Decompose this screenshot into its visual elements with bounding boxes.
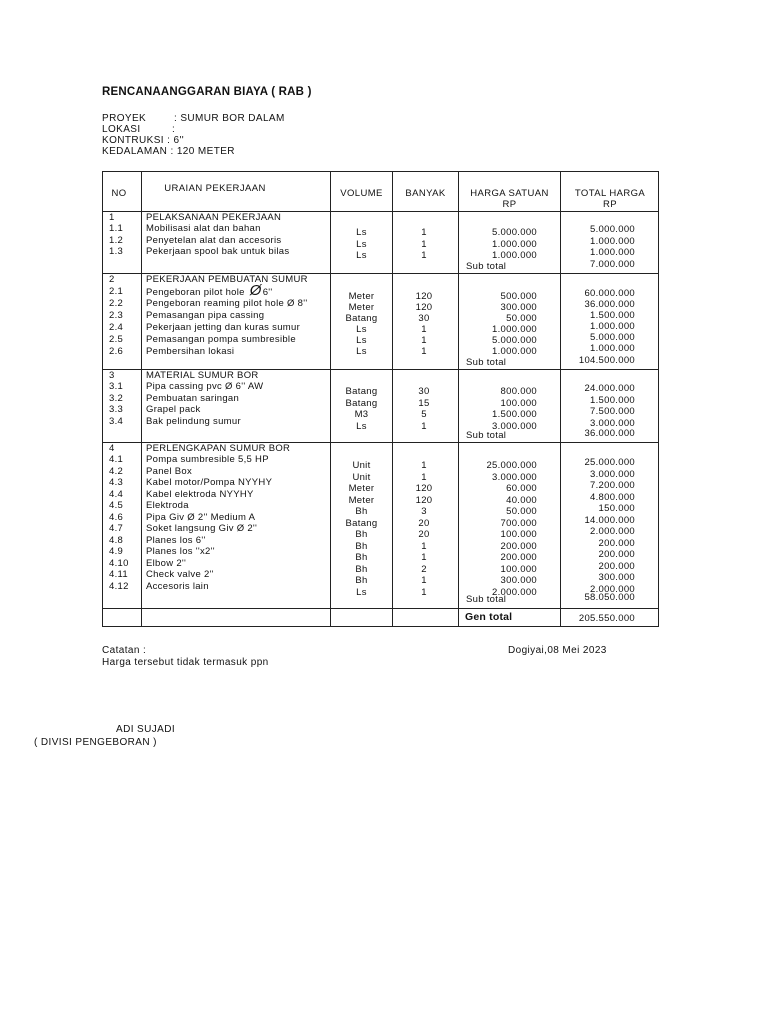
- item-quantity: 1: [421, 471, 427, 483]
- item-unit-price: 1.000.000: [492, 238, 537, 250]
- item-quantity: 1: [421, 460, 427, 471]
- item-quantity: 1: [421, 540, 427, 552]
- item-number: 2.1: [109, 286, 124, 297]
- project-info-value: :: [172, 124, 176, 135]
- item-number: 4.4: [109, 488, 124, 500]
- col-divider-no: [141, 171, 142, 627]
- item-volume: Ls: [356, 420, 367, 432]
- project-info-key: PROYEK: [102, 113, 147, 124]
- item-number: 4.2: [109, 465, 124, 477]
- item-unit-price: 2.000.000: [492, 586, 537, 598]
- item-quantity: 120: [415, 483, 433, 494]
- item-volume: Batang: [345, 397, 378, 409]
- item-description: Pompa sumbresible 5,5 HP: [146, 454, 269, 465]
- item-total-price: 3.000.000: [590, 417, 635, 429]
- item-total-price: 36.000.000: [584, 299, 635, 310]
- item-volume: Meter: [348, 494, 375, 506]
- item-number: 1.2: [109, 234, 124, 246]
- item-volume: Ls: [356, 586, 367, 598]
- col-header-no: NO: [111, 188, 127, 199]
- section-number: 4: [109, 443, 115, 454]
- item-quantity: 1: [421, 250, 427, 261]
- item-unit-price: 3.000.000: [492, 471, 537, 483]
- project-info-key: LOKASI: [102, 124, 141, 135]
- item-total-price: 1.000.000: [590, 321, 635, 332]
- project-info-row: [102, 113, 285, 124]
- item-quantity: 1: [421, 238, 427, 250]
- item-number: 3.3: [109, 404, 124, 415]
- item-volume: Batang: [345, 386, 378, 397]
- item-description: Check valve 2'': [146, 569, 214, 580]
- item-volume: Ls: [356, 335, 367, 346]
- project-info-row: [102, 146, 235, 157]
- item-number: 4.11: [109, 569, 128, 580]
- item-description: Elbow 2'': [146, 557, 187, 569]
- section-title: PERLENGKAPAN SUMUR BOR: [146, 443, 291, 454]
- item-total-price: 14.000.000: [584, 514, 635, 526]
- item-quantity: 1: [421, 335, 427, 346]
- item-unit-price: 1.500.000: [492, 409, 537, 420]
- item-unit-price: 50.000: [506, 506, 537, 517]
- item-description: Pemasangan pompa sumbresible: [146, 334, 296, 345]
- item-volume: Batang: [345, 313, 378, 324]
- item-total-price: 7.500.000: [590, 406, 635, 417]
- item-unit-price: 200.000: [500, 540, 537, 552]
- item-unit-price: 5.000.000: [492, 335, 537, 346]
- grand-total-box: [560, 608, 660, 627]
- item-number: 3.4: [109, 415, 124, 427]
- col-header-banyak: BANYAK: [405, 188, 446, 199]
- item-total-price: 1.000.000: [590, 235, 635, 247]
- item-total-price: 5.000.000: [590, 224, 635, 235]
- item-unit-price: 300.000: [500, 302, 537, 313]
- item-quantity: 1: [421, 552, 427, 563]
- item-description: Accesoris lain: [146, 580, 209, 592]
- item-number: 3.2: [109, 392, 124, 404]
- item-total-price: 300.000: [598, 572, 635, 583]
- item-unit-price: 1.000.000: [492, 250, 537, 261]
- item-total-price: 4.800.000: [590, 491, 635, 503]
- item-volume: Meter: [348, 302, 375, 313]
- item-description: Kabel elektroda NYYHY: [146, 488, 254, 500]
- item-total-price: 1.000.000: [590, 343, 635, 354]
- item-unit-price: 800.000: [500, 386, 537, 397]
- item-volume: Ls: [356, 250, 367, 261]
- item-unit-price: 100.000: [500, 397, 537, 409]
- item-volume: Bh: [355, 506, 368, 517]
- item-volume: Bh: [355, 540, 368, 552]
- item-quantity: 2: [421, 563, 427, 575]
- item-number: 4.10: [109, 557, 129, 569]
- item-volume: Unit: [352, 471, 371, 483]
- item-description: Panel Box: [146, 465, 193, 477]
- item-volume: Meter: [348, 483, 375, 494]
- item-number: 3.1: [109, 381, 124, 392]
- col-header-volume: VOLUME: [340, 188, 383, 199]
- item-number: 4.3: [109, 477, 124, 488]
- item-number: 4.7: [109, 523, 124, 534]
- item-unit-price: 500.000: [500, 291, 537, 302]
- item-unit-price: 300.000: [500, 575, 537, 586]
- section-title: PEKERJAAN PEMBUATAN SUMUR: [146, 274, 308, 285]
- item-volume: Bh: [355, 563, 368, 575]
- item-description: Pembuatan saringan: [146, 392, 240, 404]
- project-info-value: : 6'': [167, 135, 185, 146]
- item-unit-price: 25.000.000: [486, 460, 537, 471]
- item-total-price: 200.000: [598, 549, 635, 560]
- item-number: 4.8: [109, 534, 124, 546]
- subtotal-label: Sub total: [466, 594, 507, 605]
- section-number: 1: [109, 212, 115, 223]
- place-date: Dogiyai,08 Mei 2023: [508, 645, 607, 656]
- item-total-price: 2.000.000: [590, 526, 635, 537]
- project-info-key: KEDALAMAN: [102, 146, 168, 157]
- item-quantity: 5: [421, 409, 427, 420]
- item-quantity: 30: [418, 313, 430, 324]
- item-unit-price: 3.000.000: [492, 420, 537, 432]
- section-title: PELAKSANAAN PEKERJAAN: [146, 212, 282, 223]
- subtotal-label: Sub total: [466, 430, 507, 441]
- col-header-harga-satuan-unit: RP: [502, 199, 517, 210]
- section-title: MATERIAL SUMUR BOR: [146, 370, 259, 381]
- section-number: 2: [109, 274, 115, 285]
- item-quantity: 20: [418, 529, 430, 540]
- item-unit-price: 100.000: [500, 529, 537, 540]
- item-quantity: 1: [421, 227, 427, 238]
- item-number: 1.1: [109, 223, 124, 234]
- item-volume: Unit: [352, 460, 371, 471]
- item-unit-price: 60.000: [506, 483, 537, 494]
- item-unit-price: 50.000: [506, 313, 537, 324]
- item-total-price: 25.000.000: [584, 457, 635, 468]
- item-quantity: 1: [421, 420, 427, 432]
- col-header-total-harga: TOTAL HARGA: [574, 188, 646, 199]
- item-description: Grapel pack: [146, 404, 201, 415]
- item-unit-price: 40.000: [506, 494, 537, 506]
- item-number: 2.3: [109, 310, 124, 321]
- item-description: Mobilisasi alat dan bahan: [146, 223, 261, 234]
- item-total-price: 200.000: [598, 560, 635, 572]
- item-description: Pekerjaan spool bak untuk bilas: [146, 246, 290, 257]
- item-number: 4.5: [109, 500, 124, 511]
- signer-name: ADI SUJADI: [116, 724, 176, 735]
- item-description: Pipa cassing pvc Ø 6'' AW: [146, 381, 264, 392]
- item-description: Kabel motor/Pompa NYYHY: [146, 477, 273, 488]
- item-quantity: 120: [415, 302, 433, 313]
- item-total-price: 2.000.000: [590, 583, 635, 595]
- item-total-price: 200.000: [598, 537, 635, 549]
- col-header-uraian: URAIAN PEKERJAAN: [164, 183, 266, 194]
- item-description: Pekerjaan jetting dan kuras sumur: [146, 322, 301, 333]
- project-info-key: KONTRUKSI: [102, 135, 164, 146]
- section-number: 3: [109, 370, 115, 381]
- item-volume: Batang: [345, 517, 378, 529]
- item-quantity: 1: [421, 586, 427, 598]
- item-quantity: 15: [418, 397, 430, 409]
- item-unit-price: 100.000: [500, 563, 537, 575]
- grand-total-label: Gen total: [465, 611, 513, 623]
- subtotal-label: Sub total: [466, 357, 507, 368]
- item-description: Bak pelindung sumur: [146, 415, 241, 427]
- note-text: Harga tersebut tidak termasuk ppn: [102, 657, 269, 668]
- item-description: Pemasangan pipa cassing: [146, 310, 265, 321]
- item-description: Planes los 6'': [146, 534, 206, 546]
- item-total-price: 7.200.000: [590, 480, 635, 491]
- item-quantity: 120: [415, 494, 433, 506]
- diameter-symbol: Ø: [249, 282, 262, 299]
- item-volume: Bh: [355, 552, 368, 563]
- item-total-price: 24.000.000: [584, 383, 635, 394]
- item-volume: Ls: [356, 324, 367, 335]
- item-volume: Ls: [356, 227, 367, 238]
- item-description-suffix: 6'': [262, 287, 273, 298]
- subtotal-value: 104.500.000: [578, 355, 635, 366]
- item-description: Pipa Giv Ø 2'' Medium A: [146, 511, 256, 523]
- item-total-price: 1.500.000: [590, 310, 635, 321]
- item-description: Soket langsung Giv Ø 2'': [146, 523, 258, 534]
- item-quantity: 1: [421, 575, 427, 586]
- item-description: [146, 282, 273, 299]
- item-quantity: 120: [415, 291, 433, 302]
- item-number: 1.3: [109, 246, 124, 257]
- item-number: 2.5: [109, 334, 124, 345]
- item-volume: Ls: [356, 238, 367, 250]
- item-unit-price: 200.000: [500, 552, 537, 563]
- item-volume: Meter: [348, 291, 375, 302]
- item-total-price: 150.000: [598, 503, 635, 514]
- item-description: Penyetelan alat dan accesoris: [146, 234, 282, 246]
- item-unit-price: 700.000: [500, 517, 537, 529]
- project-info-row: [102, 135, 184, 146]
- item-volume: Ls: [356, 346, 367, 357]
- item-description: Elektroda: [146, 500, 189, 511]
- item-description-text: Pengeboran pilot hole: [146, 287, 245, 298]
- notes-label: Catatan :: [102, 645, 147, 656]
- subtotal-label: Sub total: [466, 261, 507, 272]
- item-number: 2.4: [109, 322, 124, 333]
- item-volume: Bh: [355, 575, 368, 586]
- item-unit-price: 1.000.000: [492, 324, 537, 335]
- item-quantity: 3: [421, 506, 427, 517]
- item-total-price: 3.000.000: [590, 468, 635, 480]
- item-number: 2.6: [109, 346, 124, 357]
- item-number: 4.12: [109, 580, 129, 592]
- item-unit-price: 5.000.000: [492, 227, 537, 238]
- subtotal-value: 7.000.000: [590, 259, 635, 270]
- project-info-value: : 120 METER: [170, 146, 235, 157]
- item-description: Pembersihan lokasi: [146, 346, 235, 357]
- item-volume: Bh: [355, 529, 368, 540]
- item-total-price: 1.000.000: [590, 247, 635, 258]
- item-volume: M3: [354, 409, 369, 420]
- item-number: 4.1: [109, 454, 124, 465]
- grand-total-value: 205.550.000: [578, 613, 635, 624]
- item-number: 4.9: [109, 546, 124, 557]
- col-header-total-harga-unit: RP: [603, 199, 617, 210]
- item-quantity: 30: [418, 386, 430, 397]
- col-header-harga-satuan: HARGA SATUAN: [470, 188, 549, 199]
- project-info-row: [102, 124, 175, 135]
- item-total-price: 1.500.000: [590, 394, 635, 406]
- signer-role: ( DIVISI PENGEBORAN ): [34, 737, 157, 748]
- document-title: RENCANAANGGARAN BIAYA ( RAB ): [102, 86, 312, 98]
- item-quantity: 1: [421, 346, 427, 357]
- item-total-price: 5.000.000: [590, 332, 635, 343]
- subtotal-value: 58.050.000: [584, 592, 635, 603]
- item-description: Pengeboran reaming pilot hole Ø 8'': [146, 298, 308, 309]
- item-number: 4.6: [109, 511, 124, 523]
- item-description: Planes los ''x2'': [146, 546, 215, 557]
- item-quantity: 1: [421, 324, 427, 335]
- item-unit-price: 1.000.000: [492, 346, 537, 357]
- subtotal-value: 36.000.000: [584, 428, 635, 439]
- item-total-price: 60.000.000: [584, 288, 635, 299]
- item-number: 2.2: [109, 298, 124, 309]
- item-quantity: 20: [418, 517, 430, 529]
- project-info-value: : SUMUR BOR DALAM: [174, 113, 285, 124]
